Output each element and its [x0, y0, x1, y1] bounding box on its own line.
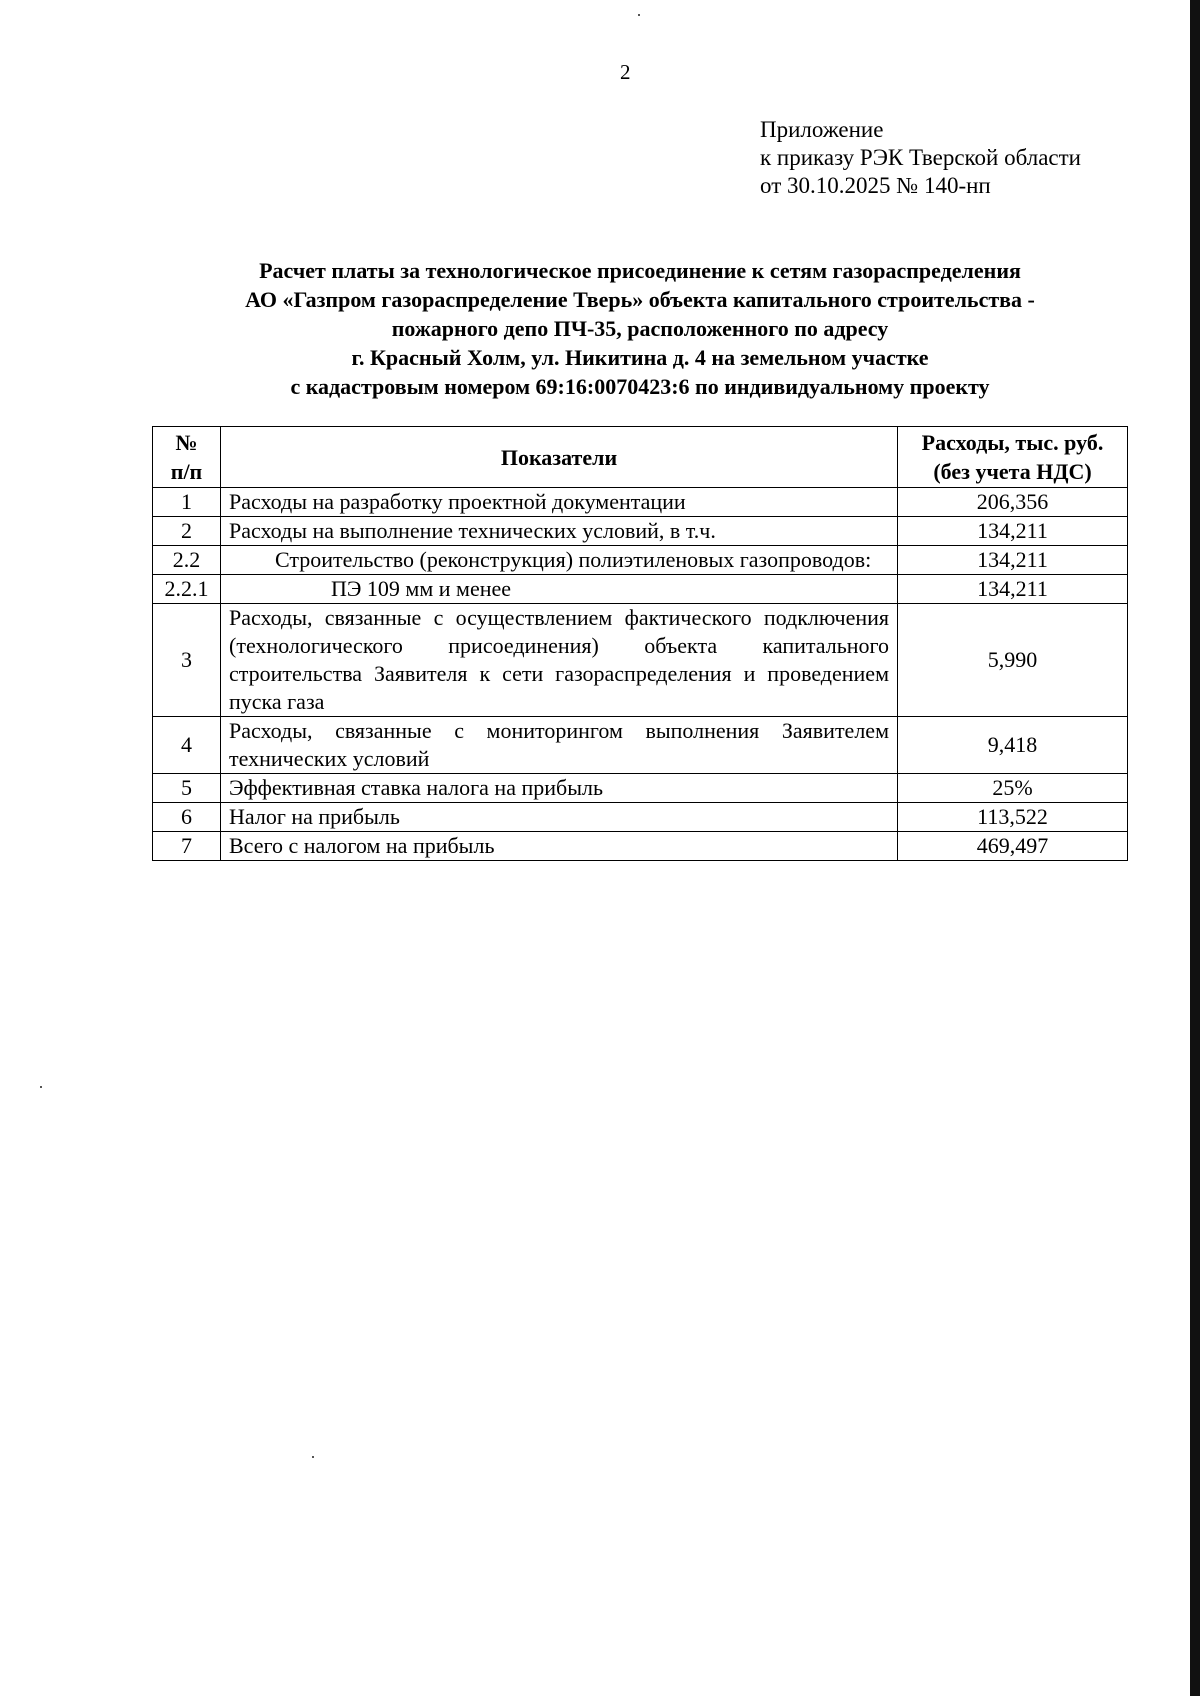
row-number: 6	[153, 803, 221, 832]
row-value: 469,497	[898, 832, 1128, 861]
row-number: 2.2	[153, 546, 221, 575]
scan-speck	[312, 1456, 314, 1458]
table-row	[153, 774, 1128, 803]
title-line: Расчет платы за технологическое присоединение к сетям газораспределения	[259, 258, 1021, 283]
row-value: 25%	[898, 774, 1128, 803]
table-row	[153, 604, 1128, 717]
row-number: 1	[153, 488, 221, 517]
row-value: 5,990	[898, 604, 1128, 717]
table-row	[153, 717, 1128, 774]
title-line: пожарного депо ПЧ-35, расположенного по адресу	[391, 316, 889, 341]
scan-speck	[638, 14, 640, 16]
row-indicator: Расходы, связанные с мониторингом выполнения Заявителем технических условий	[221, 717, 898, 774]
scan-edge-bar	[1190, 0, 1200, 1696]
row-indicator: Расходы, связанные с осуществлением фактического подключения (технологического присоединения) объекта капитального строительства Заявителя к сети газораспределения и проведением пуска газа	[221, 604, 898, 717]
appendix-line: Приложение	[760, 117, 884, 142]
scan-speck	[40, 1086, 42, 1088]
table-row	[153, 575, 1128, 604]
document-title	[150, 256, 1130, 401]
row-value: 206,356	[898, 488, 1128, 517]
row-value: 134,211	[898, 517, 1128, 546]
row-number: 2.2.1	[153, 575, 221, 604]
title-line: г. Красный Холм, ул. Никитина д. 4 на земельном участке	[351, 345, 929, 370]
appendix-line: от 30.10.2025 № 140-нп	[760, 173, 991, 198]
cost-table	[152, 426, 1128, 861]
appendix-block	[760, 116, 1081, 200]
row-number: 7	[153, 832, 221, 861]
row-indicator: ПЭ 109 мм и менее	[221, 575, 898, 604]
table-row	[153, 517, 1128, 546]
header-cost: Расходы, тыс. руб. (без учета НДС)	[898, 427, 1128, 488]
row-value: 9,418	[898, 717, 1128, 774]
row-indicator: Расходы на выполнение технических условий, в т.ч.	[221, 517, 898, 546]
title-line: АО «Газпром газораспределение Тверь» объекта капитального строительства -	[245, 287, 1035, 312]
table-row	[153, 803, 1128, 832]
appendix-line: к приказу РЭК Тверской области	[760, 145, 1081, 170]
page-number: 2	[620, 60, 631, 84]
table-row	[153, 546, 1128, 575]
row-indicator: Всего с налогом на прибыль	[221, 832, 898, 861]
row-value: 113,522	[898, 803, 1128, 832]
row-value: 134,211	[898, 546, 1128, 575]
header-number: № п/п	[153, 427, 221, 488]
row-value: 134,211	[898, 575, 1128, 604]
row-number: 2	[153, 517, 221, 546]
row-indicator: Налог на прибыль	[221, 803, 898, 832]
table-row	[153, 488, 1128, 517]
row-indicator: Строительство (реконструкция) полиэтиленовых газопроводов:	[221, 546, 898, 575]
row-number: 3	[153, 604, 221, 717]
row-indicator: Эффективная ставка налога на прибыль	[221, 774, 898, 803]
row-indicator: Расходы на разработку проектной документации	[221, 488, 898, 517]
table-header-row	[153, 427, 1128, 488]
row-number: 4	[153, 717, 221, 774]
title-line: с кадастровым номером 69:16:0070423:6 по индивидуальному проекту	[290, 374, 990, 399]
row-number: 5	[153, 774, 221, 803]
header-indicator: Показатели	[221, 427, 898, 488]
table-row	[153, 832, 1128, 861]
